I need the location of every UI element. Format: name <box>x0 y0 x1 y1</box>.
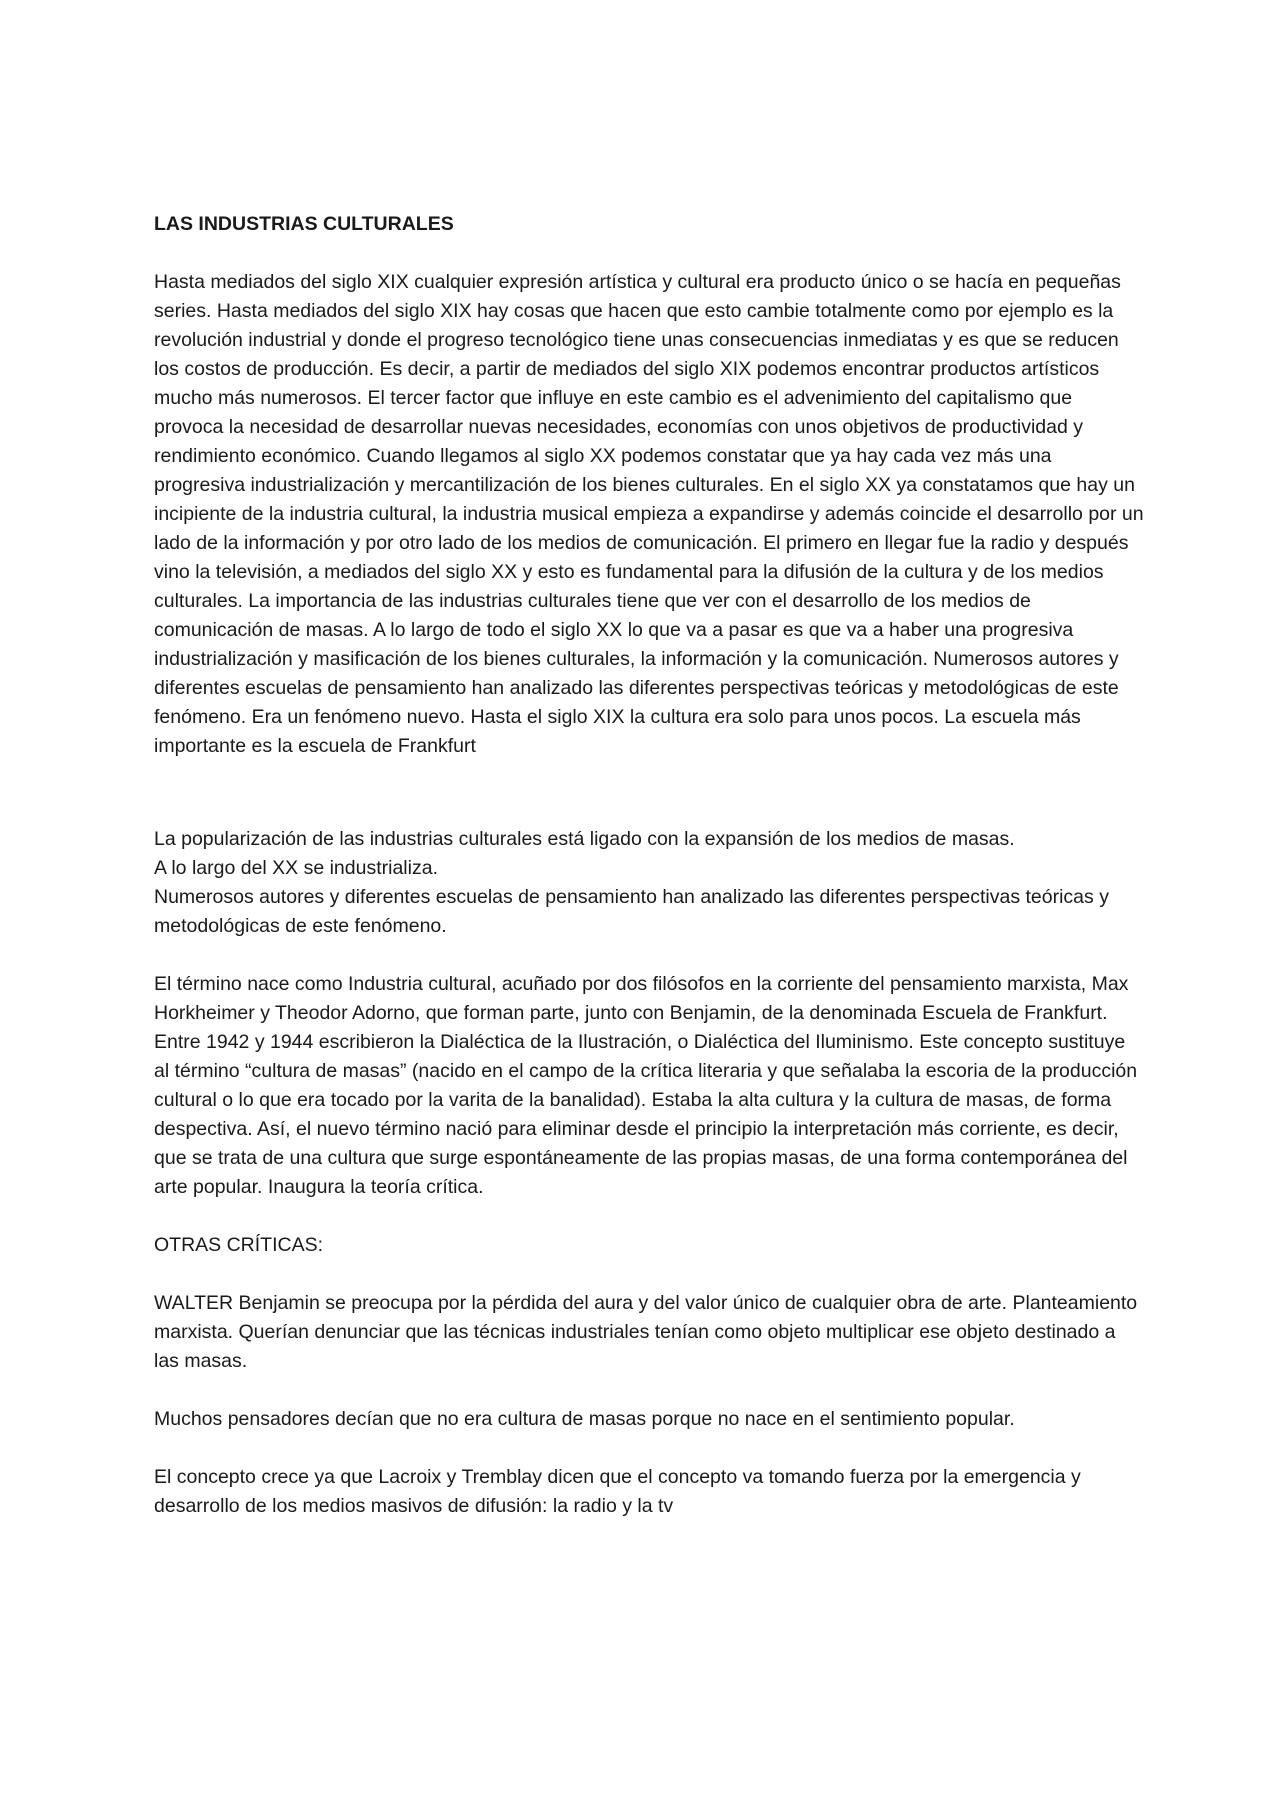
paragraph-benjamin: WALTER Benjamin se preocupa por la pérdida del aura y del valor único de cualquier obra de arte. Planteamiento marxista. Querían denunciar que las técnicas industriales tenían como objeto multiplicar ese objeto destinado a las masas. <box>154 1292 1138 1372</box>
paragraph-intro: Hasta mediados del siglo XIX cualquier expresión artística y cultural era producto único o se hacía en pequeñas series. Hasta mediados del siglo XIX hay cosas que hacen que esto cambie totalmente como por ejemplo es la revolución industrial y donde el progreso tecnológico tiene unas consecuencias inmediatas y es que se reducen los costos de producción. Es decir, a partir de mediados del siglo XIX podemos encontrar productos artísticos mucho más numerosos. El tercer factor que influye en este cambio es el advenimiento del capitalismo que provoca la necesidad de desarrollar nuevas necesidades, economías con unos objetivos de productividad y rendimiento económico. Cuando llegamos al siglo XX podemos constatar que ya hay cada vez más una progresiva industrialización y mercantilización de los bienes culturales. En el siglo XX ya constatamos que hay un incipiente de la industria cultural, la industria musical empieza a expandirse y además coincide el desarrollo por un lado de la información y por otro lado de los medios de comunicación. El primero en llegar fue la radio y después vino la televisión, a mediados del siglo XX y esto es fundamental para la difusión de la cultura y de los medios culturales. La importancia de las industrias culturales tiene que ver con el desarrollo de los medios de comunicación de masas. A lo largo de todo el siglo XX lo que va a pasar es que va a haber una progresiva industrialización y masificación de los bienes culturales, la información y la comunicación. Numerosos autores y diferentes escuelas de pensamiento han analizado las diferentes perspectivas teóricas y metodológicas de este fenómeno. Era un fenómeno nuevo. Hasta el siglo XIX la cultura era solo para unos pocos. La escuela más importante es la escuela de Frankfurt <box>154 271 1144 757</box>
paragraph-industrializa: A lo largo del XX se industrializa. <box>154 857 438 879</box>
paragraph-termino: El término nace como Industria cultural, acuñado por dos filósofos en la corriente del pensamiento marxista, Max Horkheimer y Theodor Adorno, que forman parte, junto con Benjamin, de la denominada Escuela de Frankfurt. Entre 1942 y 1944 escribieron la Dialéctica de la Ilustración, o Dialéctica del Iluminismo. Este concepto sustituye al término “cultura de masas” (nacido en el campo de la crítica literaria y que señalaba la escoria de la producción cultural o lo que era tocado por la varita de la banalidad). Estaba la alta cultura y la cultura de masas, de forma despectiva. Así, el nuevo término nació para eliminar desde el principio la interpretación más corriente, es decir, que se trata de una cultura que surge espontáneamente de las propias masas, de una forma contemporánea del arte popular. Inaugura la teoría crítica. <box>154 973 1138 1198</box>
paragraph-concepto: El concepto crece ya que Lacroix y Tremblay dicen que el concepto va tomando fuerza por la emergencia y desarrollo de los medios masivos de difusión: la radio y la tv <box>154 1466 1081 1517</box>
document-title: LAS INDUSTRIAS CULTURALES <box>154 213 454 235</box>
section-heading-otras-criticas: OTRAS CRÍTICAS: <box>154 1234 324 1256</box>
paragraph-autores: Numerosos autores y diferentes escuelas de pensamiento han analizado las diferentes perspectivas teóricas y metodológicas de este fenómeno. <box>154 886 1109 937</box>
paragraph-pensadores: Muchos pensadores decían que no era cultura de masas porque no nace en el sentimiento popular. <box>154 1408 1015 1430</box>
paragraph-popularizacion: La popularización de las industrias culturales está ligado con la expansión de los medios de masas. <box>154 828 1015 850</box>
document-page <box>154 210 1144 1521</box>
